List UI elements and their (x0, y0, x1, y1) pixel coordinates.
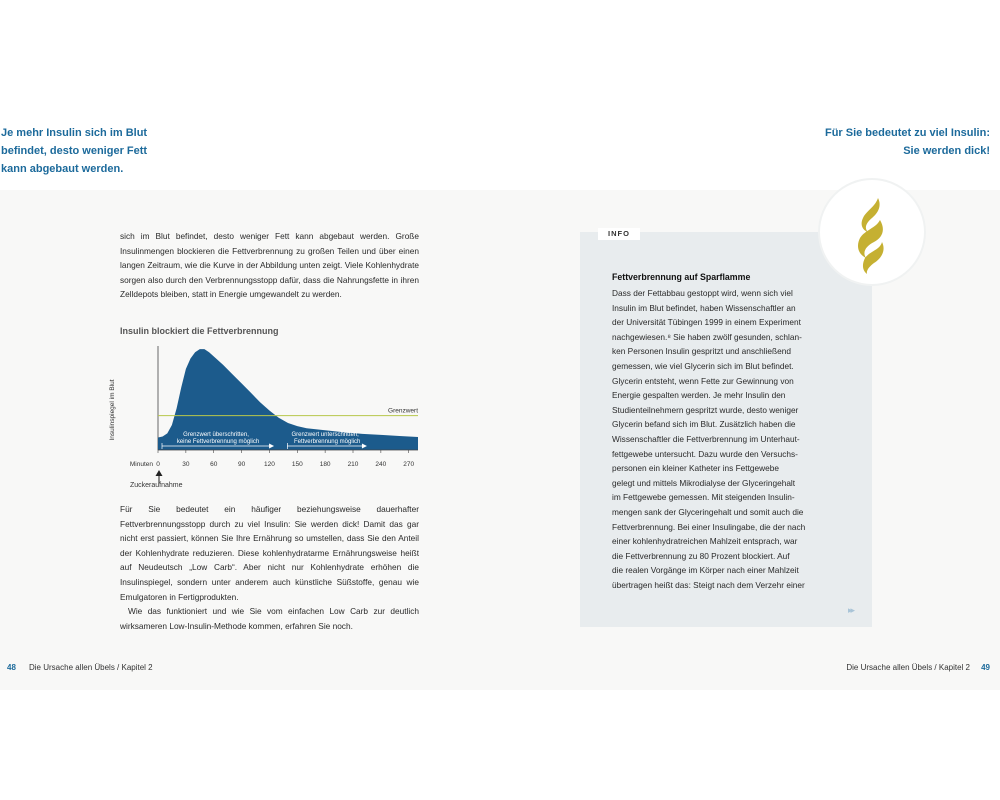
info-text-line: übertragen heißt das: Steigt nach dem Verzehr einer (612, 579, 805, 590)
chart-title: Insulin blockiert die Fettverbrennung (120, 326, 279, 336)
pull-quote-right (810, 124, 990, 160)
body-paragraph: sich im Blut befindet, desto weniger Fett kann abgebaut werden. Große Insulinmengen blockieren die Fettverbrennung zu großen Teilen und über einen langen Zeitraum, wie die Kurve in der Abbildung unten zeigt. Viele Kohlenhydrate sorgen also durch den Verbrennungsstopp dafür, dass die Nahrungsfette in ihren Zelldepots bleiben, statt in Energie umgewandelt zu werden. (120, 231, 419, 300)
annotation-label: Grenzwert unterschritten, (291, 432, 359, 438)
threshold-label: Grenzwert (388, 407, 418, 415)
pull-quote-left-line: Je mehr Insulin sich im Blut (1, 127, 148, 139)
info-text-line: Glycerin entsteht, wenn Fette zur Gewinnung von (612, 375, 794, 386)
sugar-intake-label: Zuckeraufnahme (130, 482, 183, 489)
info-text-line: im Fettgewebe gemessen. Mit steigenden Insulin- (612, 492, 795, 503)
x-tick-label: 0 (156, 461, 160, 468)
info-tag: INFO (598, 228, 640, 240)
footer-chapter-left: Die Ursache allen Übels / Kapitel 2 (29, 663, 153, 672)
info-text-line: der Universität Tübingen 1999 in einem Experiment (612, 317, 801, 328)
info-text-line: die Fettverbrennung zu 80 Prozent blockiert. Auf (612, 550, 790, 561)
pull-quote-right-line: Für Sie bedeutet zu viel Insulin: (824, 127, 990, 139)
body-text-top (120, 229, 419, 302)
info-text-line: Energie gespalten werden. Je mehr Insulin den (612, 390, 786, 401)
x-tick-label: 210 (347, 461, 359, 468)
info-text-line: Insulin im Blut befindet, haben Wissenschaftler an (612, 302, 796, 313)
info-text-line: Fettverbrennung. Bei einer Insulingabe, die der nach (612, 521, 806, 532)
info-text-line: ken Personen Insulin gespritzt und anschließend (612, 346, 791, 357)
pull-quote-left-line: befindet, desto weniger Fett (1, 145, 148, 157)
info-text-line: nachgewiesen.⁸ Sie haben zwölf gesunden, schlan- (612, 331, 802, 342)
page-number-left: 48 (7, 663, 16, 672)
pull-quote-left-line: kann abgebaut werden. (1, 163, 124, 175)
pull-quote-right-line: Sie werden dick! (903, 145, 990, 157)
body-paragraph: Für Sie bedeutet ein häufiger beziehungsweise dauerhafter Fettverbrennungsstopp durch zu viel Insulin: Sie werden dick! Damit das gar nicht erst passiert, können Sie Ihre Ernährung so umstellen, dass Sie den Anteil der Kohlenhydrate reduzieren. Diese kohlenhydratarme Ernährungsweise heißt auf Neudeutsch „Low Carb“. Aber nicht nur Kohlenhydrate erhöhen die Insulinspiegel, sondern unter anderem auch künstliche Süßstoffe, genau wie Emulgatoren in Fertigprodukten. (120, 504, 419, 602)
x-tick-label: 120 (263, 461, 275, 468)
info-text-line: Studienteilnehmern gespritzt wurde, desto weniger (612, 404, 799, 415)
info-text-line: mengen sank der Glyceringehalt und somit auch die (612, 506, 804, 517)
info-text-line: gemessen, wie viel Glycerin sich im Blut befindet. (612, 360, 794, 371)
x-tick-label: 60 (210, 461, 218, 468)
x-tick-label: 180 (319, 461, 331, 468)
x-tick-label: 150 (291, 461, 303, 468)
x-tick-label: 240 (375, 461, 387, 468)
continue-arrows-icon: ▸▸ (848, 605, 854, 615)
info-text-line: die realen Vorgänge im Körper nach einer Mahlzeit (612, 565, 799, 576)
info-text-line: Glycerin befand sich im Blut. Zusätzlich haben die (612, 419, 796, 430)
info-title: Fettverbrennung auf Sparflamme (612, 272, 751, 282)
annotation-label: keine Fettverbrennung möglich (176, 439, 260, 445)
info-text-line: Dass der Fettabbau gestoppt wird, wenn sich viel (612, 288, 793, 298)
info-text-line: fettgewebe untersucht. Dazu wurde den Versuchs- (612, 448, 798, 459)
x-tick-label: 30 (182, 461, 190, 468)
info-text-line: Wissenschaftler die Fettverbrennung im Unterhaut- (612, 433, 800, 444)
chart-ylabel: Insulinspiegel im Blut (109, 379, 116, 441)
info-text (612, 286, 836, 592)
body-paragraph: Wie das funktioniert und wie Sie vom einfachen Low Carb zur deutlich wirksameren Low-Insulin-Methode kommen, erfahren Sie noch. (120, 606, 419, 631)
body-text-bottom (120, 502, 419, 633)
annotation-label: Fettverbrennung möglich (293, 439, 361, 445)
flame-badge (820, 180, 924, 284)
annotation-label: Grenzwert überschritten, (183, 432, 249, 438)
footer-chapter-right: Die Ursache allen Übels / Kapitel 2 (846, 663, 970, 672)
pull-quote-left (1, 124, 151, 178)
insulin-chart (105, 340, 425, 485)
x-tick-label: 270 (403, 461, 415, 468)
x-tick-label: 90 (237, 461, 246, 468)
x-axis-prefix: Minuten (129, 461, 153, 468)
info-text-line: einer kohlenhydratreichen Mahlzeit entsprach, war (612, 536, 798, 547)
flame-icon (820, 180, 924, 284)
info-text-line: gelegt und mittels Mikrodialyse der Glyceringehalt (612, 477, 796, 488)
page-number-right: 49 (981, 663, 990, 672)
info-text-line: personen ein kleiner Katheter ins Fettgewebe (612, 463, 779, 474)
sugar-intake-arrowhead (156, 470, 163, 476)
